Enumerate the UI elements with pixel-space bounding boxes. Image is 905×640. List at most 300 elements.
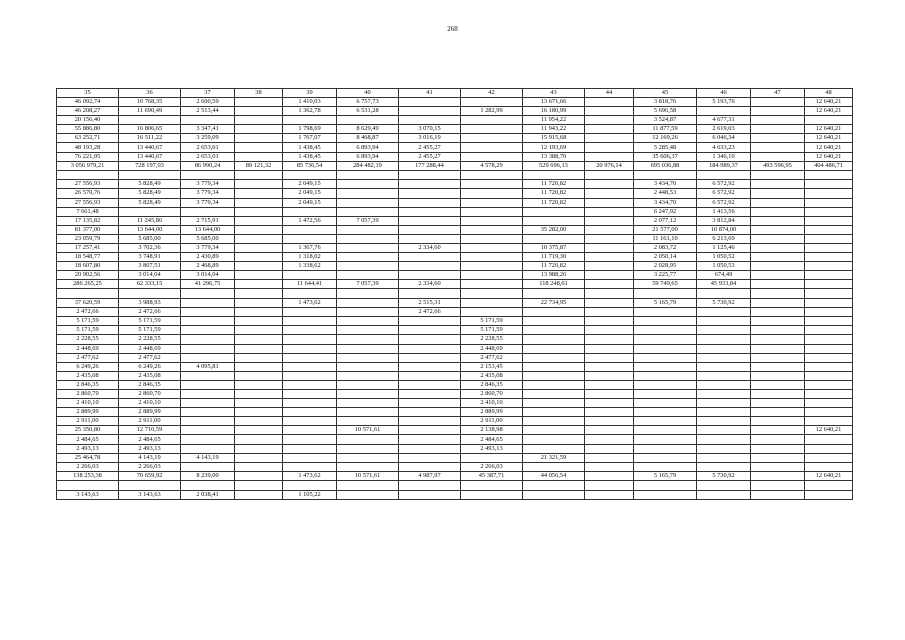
table-row bbox=[57, 234, 853, 243]
table-cell: 62 333,15 bbox=[119, 280, 181, 289]
column-header: 42 bbox=[461, 89, 523, 98]
table-cell: 11 943,22 bbox=[523, 125, 585, 134]
table-row bbox=[57, 408, 853, 417]
table-cell bbox=[235, 225, 283, 234]
table-header-row bbox=[57, 89, 853, 98]
table-cell bbox=[399, 480, 461, 490]
table-cell: 2 477,62 bbox=[461, 353, 523, 362]
table-cell: 2 846,35 bbox=[461, 380, 523, 389]
table-cell: 2 468,89 bbox=[181, 262, 235, 271]
table-cell bbox=[805, 326, 853, 335]
column-header: 48 bbox=[805, 89, 853, 98]
table-cell: 2 448,69 bbox=[57, 344, 119, 353]
table-cell bbox=[235, 453, 283, 462]
table-cell: 2 860,70 bbox=[57, 390, 119, 399]
column-header: 40 bbox=[337, 89, 399, 98]
table-cell: 6 893,94 bbox=[337, 152, 399, 161]
table-cell: 2 228,55 bbox=[57, 335, 119, 344]
table-cell: 2 493,13 bbox=[461, 444, 523, 453]
table-cell bbox=[751, 299, 805, 308]
table-cell bbox=[751, 335, 805, 344]
table-cell: 2 138,98 bbox=[461, 426, 523, 435]
table-cell bbox=[585, 253, 634, 262]
table-cell: 2 600,59 bbox=[181, 98, 235, 107]
table-cell bbox=[283, 116, 337, 125]
table-cell bbox=[283, 426, 337, 435]
table-cell bbox=[337, 234, 399, 243]
table-row bbox=[57, 453, 853, 462]
table-cell: 184 989,37 bbox=[697, 161, 751, 170]
table-cell: 3 779,34 bbox=[181, 189, 235, 198]
table-cell bbox=[585, 116, 634, 125]
table-cell bbox=[235, 198, 283, 207]
table-cell: 2 493,13 bbox=[57, 444, 119, 453]
table-cell bbox=[585, 170, 634, 180]
table-cell bbox=[634, 380, 697, 389]
table-row bbox=[57, 107, 853, 116]
table-row bbox=[57, 262, 853, 271]
table-cell: 2 228,55 bbox=[461, 335, 523, 344]
table-cell bbox=[585, 471, 634, 480]
table-cell bbox=[585, 480, 634, 490]
table-cell: 3 818,76 bbox=[634, 98, 697, 107]
table-cell bbox=[585, 271, 634, 280]
table-cell bbox=[461, 170, 523, 180]
table-cell: 5 171,59 bbox=[461, 326, 523, 335]
table-cell: 2 410,10 bbox=[119, 399, 181, 408]
table-cell: 3 014,04 bbox=[181, 271, 235, 280]
table-cell bbox=[399, 198, 461, 207]
table-cell bbox=[181, 207, 235, 216]
table-cell bbox=[751, 107, 805, 116]
table-cell bbox=[461, 299, 523, 308]
table-cell: 12 640,21 bbox=[805, 152, 853, 161]
table-cell: 16 806,65 bbox=[119, 125, 181, 134]
table-cell bbox=[181, 426, 235, 435]
table-cell bbox=[337, 344, 399, 353]
table-cell: 7 057,39 bbox=[337, 216, 399, 225]
table-cell bbox=[523, 417, 585, 426]
table-cell bbox=[235, 462, 283, 471]
table-cell bbox=[805, 225, 853, 234]
table-cell: 5 828,49 bbox=[119, 198, 181, 207]
table-cell bbox=[399, 253, 461, 262]
table-row bbox=[57, 244, 853, 253]
table-cell bbox=[523, 408, 585, 417]
table-cell bbox=[585, 289, 634, 299]
table-row bbox=[57, 308, 853, 317]
table-cell: 12 640,21 bbox=[805, 471, 853, 480]
table-cell bbox=[697, 417, 751, 426]
table-row bbox=[57, 462, 853, 471]
table-cell bbox=[523, 380, 585, 389]
table-cell bbox=[585, 335, 634, 344]
table-cell bbox=[585, 125, 634, 134]
table-cell bbox=[523, 344, 585, 353]
table-row bbox=[57, 426, 853, 435]
table-cell: 2 083,72 bbox=[634, 244, 697, 253]
table-cell bbox=[399, 390, 461, 399]
table-cell bbox=[697, 326, 751, 335]
table-cell: 3 812,84 bbox=[697, 216, 751, 225]
table-cell: 6 213,69 bbox=[697, 234, 751, 243]
table-cell bbox=[235, 152, 283, 161]
table-cell bbox=[461, 490, 523, 499]
table-cell bbox=[805, 399, 853, 408]
table-row bbox=[57, 444, 853, 453]
table-cell: 12 640,21 bbox=[805, 143, 853, 152]
table-cell: 2 477,62 bbox=[57, 353, 119, 362]
table-cell bbox=[337, 289, 399, 299]
table-cell: 2 889,99 bbox=[461, 408, 523, 417]
table-cell bbox=[283, 417, 337, 426]
table-cell: 1 473,62 bbox=[283, 299, 337, 308]
table-cell bbox=[399, 408, 461, 417]
table-cell bbox=[523, 426, 585, 435]
table-cell bbox=[235, 390, 283, 399]
table-cell bbox=[751, 408, 805, 417]
table-cell bbox=[634, 399, 697, 408]
table-cell: 3 988,93 bbox=[119, 299, 181, 308]
table-cell bbox=[235, 317, 283, 326]
table-cell bbox=[235, 244, 283, 253]
table-cell: 5 193,76 bbox=[697, 98, 751, 107]
table-cell bbox=[585, 280, 634, 289]
table-cell bbox=[235, 170, 283, 180]
table-cell bbox=[523, 234, 585, 243]
table-cell: 2 334,60 bbox=[399, 244, 461, 253]
table-cell bbox=[805, 362, 853, 371]
table-cell bbox=[119, 116, 181, 125]
table-row bbox=[57, 335, 853, 344]
table-cell bbox=[751, 253, 805, 262]
table-cell bbox=[337, 417, 399, 426]
table-cell bbox=[283, 408, 337, 417]
table-cell: 17 135,82 bbox=[57, 216, 119, 225]
table-cell: 6 757,73 bbox=[337, 98, 399, 107]
column-header: 35 bbox=[57, 89, 119, 98]
table-cell bbox=[119, 480, 181, 490]
table-row bbox=[57, 207, 853, 216]
table-cell bbox=[751, 417, 805, 426]
table-cell bbox=[235, 344, 283, 353]
table-cell: 11 719,30 bbox=[523, 253, 585, 262]
table-cell bbox=[805, 453, 853, 462]
table-cell bbox=[751, 317, 805, 326]
table-cell: 12 169,26 bbox=[634, 134, 697, 143]
table-cell bbox=[235, 335, 283, 344]
table-cell bbox=[634, 480, 697, 490]
table-cell: 6 247,92 bbox=[634, 207, 697, 216]
table-cell bbox=[634, 417, 697, 426]
table-cell bbox=[697, 399, 751, 408]
table-cell bbox=[585, 462, 634, 471]
table-cell bbox=[399, 289, 461, 299]
table-row bbox=[57, 180, 853, 189]
table-cell bbox=[235, 253, 283, 262]
table-cell: 7 661,48 bbox=[57, 207, 119, 216]
table-cell bbox=[337, 198, 399, 207]
table-cell bbox=[523, 462, 585, 471]
table-cell: 41 296,75 bbox=[181, 280, 235, 289]
table-cell bbox=[337, 326, 399, 335]
table-cell bbox=[461, 308, 523, 317]
column-header: 44 bbox=[585, 89, 634, 98]
table-cell bbox=[337, 444, 399, 453]
table-cell bbox=[283, 380, 337, 389]
table-cell: 2 860,70 bbox=[461, 390, 523, 399]
table-cell: 1 346,10 bbox=[697, 152, 751, 161]
table-row bbox=[57, 344, 853, 353]
table-cell bbox=[181, 408, 235, 417]
table-cell bbox=[585, 490, 634, 499]
table-cell bbox=[461, 280, 523, 289]
table-cell: 2 846,35 bbox=[119, 380, 181, 389]
table-cell bbox=[523, 362, 585, 371]
table-cell bbox=[697, 353, 751, 362]
table-cell bbox=[235, 143, 283, 152]
table-cell bbox=[337, 435, 399, 444]
table-cell: 13 644,00 bbox=[181, 225, 235, 234]
table-cell bbox=[235, 134, 283, 143]
table-cell: 5 171,59 bbox=[57, 317, 119, 326]
table-cell bbox=[585, 435, 634, 444]
table-cell bbox=[697, 480, 751, 490]
table-cell: 10 571,61 bbox=[337, 426, 399, 435]
table-cell: 13 988,26 bbox=[523, 271, 585, 280]
table-cell bbox=[399, 362, 461, 371]
table-row bbox=[57, 417, 853, 426]
table-cell bbox=[805, 344, 853, 353]
table-cell bbox=[697, 426, 751, 435]
table-cell bbox=[337, 244, 399, 253]
table-cell: 2 484,65 bbox=[119, 435, 181, 444]
table-cell bbox=[805, 216, 853, 225]
table-cell bbox=[751, 134, 805, 143]
table-cell bbox=[523, 317, 585, 326]
table-cell: 2 266,03 bbox=[119, 462, 181, 471]
table-cell: 2 911,00 bbox=[461, 417, 523, 426]
table-cell bbox=[235, 216, 283, 225]
table-cell: 1 798,69 bbox=[283, 125, 337, 134]
table-cell bbox=[523, 326, 585, 335]
table-cell bbox=[585, 444, 634, 453]
table-row bbox=[57, 399, 853, 408]
table-cell bbox=[181, 353, 235, 362]
table-cell: 5 696,58 bbox=[634, 107, 697, 116]
table-cell: 1 367,76 bbox=[283, 244, 337, 253]
table-cell: 284 482,19 bbox=[337, 161, 399, 170]
table-cell bbox=[399, 107, 461, 116]
table-cell bbox=[337, 225, 399, 234]
table-cell bbox=[523, 308, 585, 317]
table-cell: 12 640,21 bbox=[805, 134, 853, 143]
table-cell bbox=[634, 390, 697, 399]
table-cell: 2 860,70 bbox=[119, 390, 181, 399]
table-cell: 5 165,79 bbox=[634, 299, 697, 308]
table-cell bbox=[634, 435, 697, 444]
table-row bbox=[57, 299, 853, 308]
table-cell bbox=[805, 353, 853, 362]
table-cell bbox=[235, 98, 283, 107]
table-cell: 6 249,26 bbox=[119, 362, 181, 371]
table-cell: 2 715,91 bbox=[181, 216, 235, 225]
blank-row bbox=[57, 289, 853, 299]
table-cell bbox=[235, 280, 283, 289]
table-cell: 5 828,49 bbox=[119, 180, 181, 189]
table-cell bbox=[337, 299, 399, 308]
table-cell bbox=[805, 435, 853, 444]
table-cell bbox=[399, 426, 461, 435]
table-cell: 13 388,70 bbox=[523, 152, 585, 161]
table-cell: 5 685,00 bbox=[119, 234, 181, 243]
table-cell bbox=[751, 362, 805, 371]
table-cell: 59 749,65 bbox=[634, 280, 697, 289]
table-cell: 2 435,08 bbox=[461, 371, 523, 380]
table-cell: 11 720,82 bbox=[523, 189, 585, 198]
table-cell bbox=[634, 444, 697, 453]
table-cell bbox=[697, 335, 751, 344]
table-cell bbox=[585, 225, 634, 234]
table-cell bbox=[235, 308, 283, 317]
table-cell bbox=[399, 417, 461, 426]
table-cell bbox=[399, 234, 461, 243]
table-cell bbox=[805, 408, 853, 417]
table-cell bbox=[697, 462, 751, 471]
table-cell bbox=[751, 143, 805, 152]
table-cell bbox=[337, 480, 399, 490]
table-cell: 728 197,03 bbox=[119, 161, 181, 170]
table-cell: 1 105,22 bbox=[283, 490, 337, 499]
table-cell bbox=[337, 207, 399, 216]
table-cell bbox=[399, 262, 461, 271]
table-row bbox=[57, 280, 853, 289]
table-cell: 89 121,32 bbox=[235, 161, 283, 170]
table-cell bbox=[399, 444, 461, 453]
table-cell bbox=[805, 380, 853, 389]
table-cell: 7 057,39 bbox=[337, 280, 399, 289]
table-cell: 2 472,66 bbox=[119, 308, 181, 317]
table-cell bbox=[585, 390, 634, 399]
table-cell bbox=[181, 335, 235, 344]
table-cell bbox=[697, 490, 751, 499]
table-cell bbox=[697, 453, 751, 462]
table-cell: 3 434,70 bbox=[634, 198, 697, 207]
table-cell bbox=[634, 362, 697, 371]
table-cell bbox=[805, 480, 853, 490]
table-cell bbox=[523, 390, 585, 399]
table-cell bbox=[461, 453, 523, 462]
table-cell bbox=[805, 234, 853, 243]
table-cell: 2 846,35 bbox=[57, 380, 119, 389]
table-cell bbox=[399, 116, 461, 125]
table-cell bbox=[805, 280, 853, 289]
table-cell bbox=[181, 480, 235, 490]
table-body bbox=[57, 89, 853, 500]
table-cell: 5 171,59 bbox=[119, 326, 181, 335]
table-cell bbox=[751, 289, 805, 299]
table-cell: 11 720,82 bbox=[523, 180, 585, 189]
table-cell: 12 640,21 bbox=[805, 107, 853, 116]
table-cell: 3 056 979,21 bbox=[57, 161, 119, 170]
table-cell: 1 362,78 bbox=[283, 107, 337, 116]
table-cell bbox=[751, 244, 805, 253]
table-cell bbox=[283, 399, 337, 408]
table-row bbox=[57, 353, 853, 362]
column-header: 39 bbox=[283, 89, 337, 98]
table-cell: 22 734,95 bbox=[523, 299, 585, 308]
column-header: 43 bbox=[523, 89, 585, 98]
table-cell bbox=[805, 207, 853, 216]
table-cell: 2 049,15 bbox=[283, 180, 337, 189]
table-cell bbox=[283, 462, 337, 471]
table-cell: 10 768,35 bbox=[119, 98, 181, 107]
table-cell: 3 070,15 bbox=[399, 125, 461, 134]
table-cell: 2 493,13 bbox=[119, 444, 181, 453]
table-cell bbox=[235, 490, 283, 499]
table-cell: 2 515,31 bbox=[399, 299, 461, 308]
table-cell bbox=[805, 289, 853, 299]
table-cell bbox=[461, 189, 523, 198]
table-cell: 2 228,55 bbox=[119, 335, 181, 344]
table-cell bbox=[461, 143, 523, 152]
table-cell: 5 285,48 bbox=[634, 143, 697, 152]
table-cell: 5 828,49 bbox=[119, 189, 181, 198]
table-cell bbox=[399, 216, 461, 225]
table-cell bbox=[697, 344, 751, 353]
table-cell: 2 448,69 bbox=[461, 344, 523, 353]
table-cell bbox=[235, 180, 283, 189]
table-cell: 3 143,63 bbox=[57, 490, 119, 499]
table-cell: 2 513,44 bbox=[181, 107, 235, 116]
table-cell bbox=[337, 189, 399, 198]
table-cell bbox=[399, 326, 461, 335]
table-cell bbox=[751, 380, 805, 389]
table-cell bbox=[523, 353, 585, 362]
table-cell: 12 640,21 bbox=[805, 98, 853, 107]
table-cell bbox=[585, 453, 634, 462]
table-cell bbox=[461, 234, 523, 243]
table-cell: 5 171,59 bbox=[119, 317, 181, 326]
table-cell bbox=[585, 380, 634, 389]
table-cell: 286 265,25 bbox=[57, 280, 119, 289]
table-cell bbox=[235, 353, 283, 362]
table-cell: 12 193,69 bbox=[523, 143, 585, 152]
table-cell bbox=[585, 98, 634, 107]
table-cell bbox=[751, 326, 805, 335]
table-cell bbox=[337, 170, 399, 180]
table-cell: 20 902,56 bbox=[57, 271, 119, 280]
table-cell bbox=[235, 380, 283, 389]
table-cell bbox=[181, 299, 235, 308]
table-cell: 2 889,99 bbox=[57, 408, 119, 417]
table-cell bbox=[399, 462, 461, 471]
table-cell bbox=[805, 198, 853, 207]
data-table bbox=[56, 88, 853, 500]
table-cell: 46 208,27 bbox=[57, 107, 119, 116]
table-cell: 45 387,71 bbox=[461, 471, 523, 480]
table-cell: 4 578,29 bbox=[461, 161, 523, 170]
table-cell bbox=[523, 444, 585, 453]
table-cell bbox=[461, 216, 523, 225]
table-cell bbox=[634, 344, 697, 353]
table-cell bbox=[585, 371, 634, 380]
table-cell bbox=[805, 308, 853, 317]
table-cell bbox=[805, 253, 853, 262]
table-cell bbox=[805, 262, 853, 271]
table-cell bbox=[235, 116, 283, 125]
table-cell bbox=[461, 244, 523, 253]
